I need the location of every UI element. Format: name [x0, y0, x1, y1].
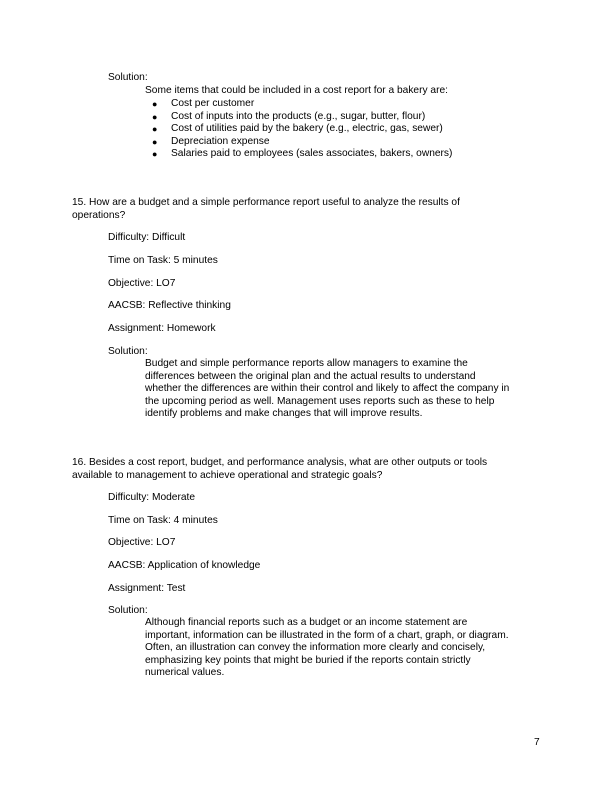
q15-assignment: Assignment: Homework — [108, 323, 216, 334]
bullet-icon: ● — [152, 124, 158, 134]
page-number: 7 — [534, 737, 540, 748]
q15-solution-label: Solution: — [108, 346, 148, 357]
q15-difficulty: Difficulty: Difficult — [108, 232, 186, 243]
q16-objective: Objective: LO7 — [108, 537, 176, 548]
bullet-icon: ● — [152, 136, 158, 147]
bullet-icon: ● — [152, 99, 158, 109]
solution-intro: Some items that could be included in a cost report for a bakery are: — [145, 85, 448, 96]
q15-time-on-task: Time on Task: 5 minutes — [108, 255, 218, 266]
q16-aacsb: AACSB: Application of knowledge — [108, 560, 261, 571]
list-item: ● Cost of inputs into the products (e.g., sugar, butter, flour) — [152, 110, 426, 122]
q16-assignment: Assignment: Test — [108, 583, 186, 594]
solution-label: Solution: — [108, 72, 148, 83]
q16-solution-text: Although financial reports such as a budget or an income statement are important, information can be illustrated in the form of a chart, graph, or diagram. Often, an illustration can convey the information more clearly and concisely, emphasizing key points that might be buried if the reports contain strictly numerical values. — [145, 617, 509, 678]
q16-solution-label: Solution: — [108, 605, 148, 616]
q16-difficulty: Difficulty: Moderate — [108, 492, 196, 503]
list-item: ● Depreciation expense — [152, 135, 270, 147]
cost-report-bullet-list — [152, 98, 452, 161]
bullet-icon: ● — [152, 111, 158, 122]
q15-aacsb: AACSB: Reflective thinking — [108, 300, 231, 311]
q15-objective: Objective: LO7 — [108, 278, 176, 289]
q16-time-on-task: Time on Task: 4 minutes — [108, 515, 218, 526]
bullet-icon: ● — [152, 149, 158, 159]
list-item: ● Cost of utilities paid by the bakery (e.g., electric, gas, sewer) — [152, 123, 443, 134]
question-16: 16. Besides a cost report, budget, and performance analysis, what are other outputs or tools available to management to achieve operational and strategic goals? — [72, 457, 488, 481]
q15-solution-text: Budget and simple performance reports allow managers to examine the differences between the original plan and the actual results to understand whether the differences are within their control and likely to affect the company in the upcoming period as well. Management uses reports such as these to help identify problems and make changes that will improve results. — [145, 358, 510, 419]
list-item: ● Cost per customer — [152, 98, 255, 109]
list-item: ● Salaries paid to employees (sales associates, bakers, owners) — [152, 148, 453, 159]
question-15: 15. How are a budget and a simple performance report useful to analyze the results of operations? — [72, 197, 460, 221]
